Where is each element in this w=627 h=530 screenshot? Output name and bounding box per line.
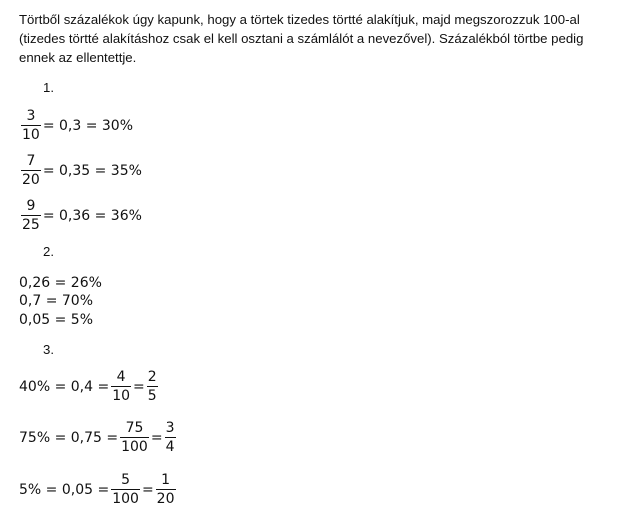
fraction-numerator: 7 — [26, 153, 36, 169]
fraction-denominator: 10 — [22, 127, 40, 143]
list-number-1: 1. — [43, 80, 54, 95]
fraction-numerator: 9 — [26, 198, 36, 214]
fraction-numerator: 5 — [121, 472, 131, 488]
intro-line-2: (tizedes törtté alakításhoz csak el kell osztani a számlálót a nevezővel). Százalékból törtbe pedig — [19, 31, 584, 46]
equation-rest: = 0,3 = 30% — [42, 118, 134, 134]
fraction — [120, 420, 149, 456]
fraction-denominator: 4 — [165, 439, 175, 455]
list-number-2: 2. — [43, 244, 54, 259]
fraction-denominator: 10 — [112, 388, 131, 404]
equation-2-2: 0,7 = 70% — [19, 293, 94, 309]
fraction-denominator: 25 — [22, 217, 40, 233]
equation-1-1 — [19, 108, 133, 144]
fraction — [111, 472, 140, 508]
equation-rest: = 0,35 = 35% — [42, 163, 142, 179]
fraction — [21, 108, 41, 144]
fraction — [21, 153, 41, 189]
fraction-denominator: 5 — [147, 388, 157, 404]
equation-2-3: 0,05 = 5% — [19, 312, 94, 328]
equation-3-3 — [19, 472, 178, 508]
equation-1-3 — [19, 198, 142, 234]
intro-line-3: ennek az ellentettje. — [19, 50, 137, 65]
equals-sign: = — [133, 379, 145, 395]
fraction-numerator: 2 — [147, 369, 157, 385]
equation-rest: = 0,36 = 36% — [42, 208, 142, 224]
fraction-denominator: 20 — [22, 172, 40, 188]
fraction-denominator: 100 — [121, 439, 148, 455]
equation-1-2 — [19, 153, 142, 189]
equation-lead: 75% = 0,75 = — [19, 430, 119, 446]
intro-line-1: Törtből százalékok úgy kapunk, hogy a törtek tizedes törtté alakítjuk, majd megszorozzuk 100-al — [19, 12, 580, 27]
equation-3-1 — [19, 369, 160, 405]
equation-lead: 5% = 0,05 = — [19, 482, 110, 498]
fraction — [21, 198, 41, 234]
equals-sign: = — [141, 482, 154, 498]
fraction-numerator: 3 — [26, 108, 36, 124]
fraction — [156, 472, 176, 508]
fraction-numerator: 4 — [116, 369, 126, 385]
intro-paragraph — [19, 10, 619, 67]
list-number-3: 3. — [43, 342, 54, 357]
equation-lead: 40% = 0,4 = — [19, 379, 110, 395]
fraction-numerator: 1 — [161, 472, 171, 488]
equals-sign: = — [150, 430, 163, 446]
fraction — [111, 369, 131, 405]
fraction-numerator: 75 — [125, 420, 144, 436]
fraction-numerator: 3 — [165, 420, 175, 436]
fraction-denominator: 100 — [112, 491, 139, 507]
fraction-denominator: 20 — [156, 491, 175, 507]
equation-3-2 — [19, 420, 178, 456]
fraction — [147, 369, 158, 405]
equation-2-1: 0,26 = 26% — [19, 275, 102, 291]
fraction — [165, 420, 176, 456]
